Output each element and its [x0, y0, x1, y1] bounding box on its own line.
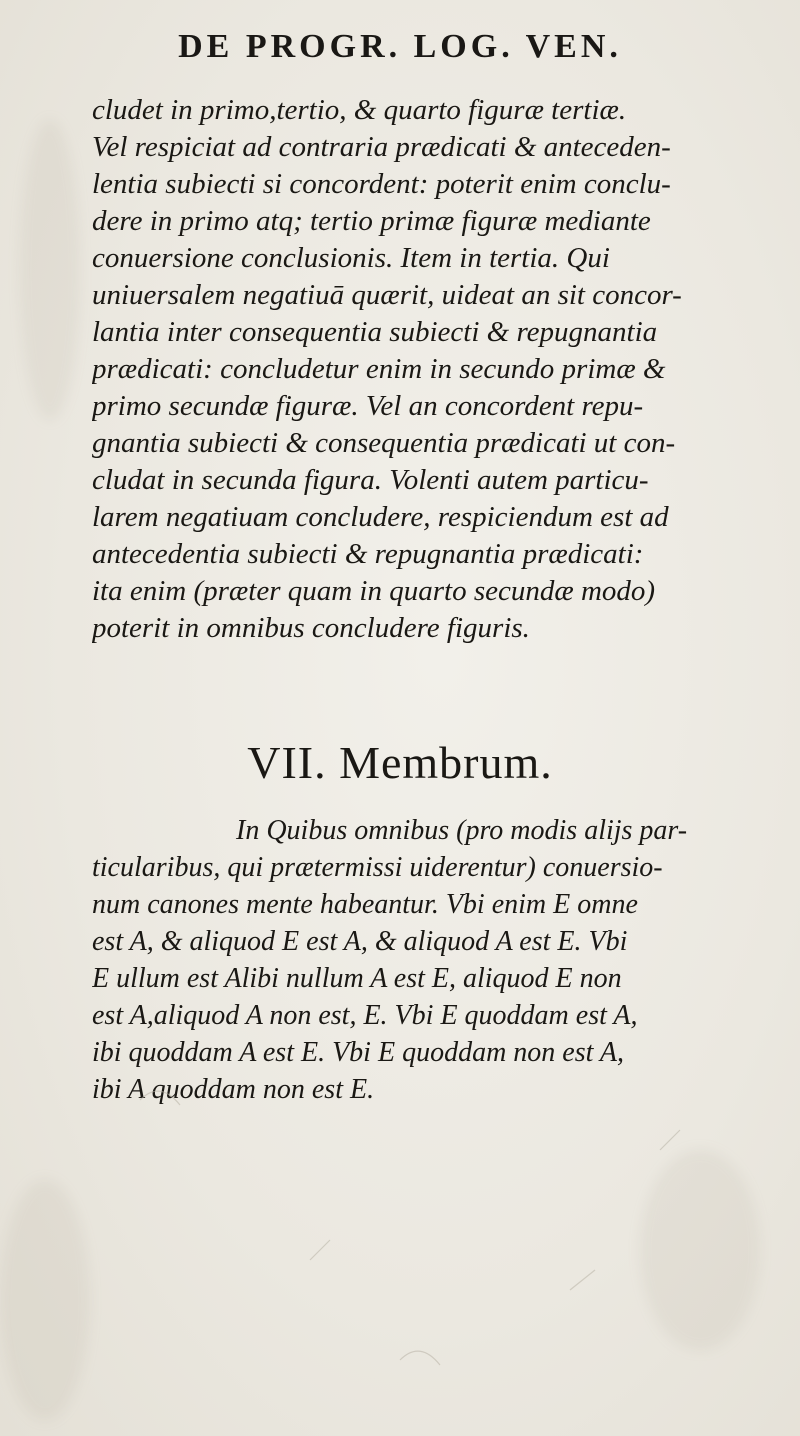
text-line: primo secundæ figuræ. Vel an concordent repu- — [92, 390, 644, 422]
text-line: poterit in omnibus concludere figuris. — [92, 612, 530, 644]
text-line: est A,aliquod A non est, E. Vbi E quoddam est A, — [92, 1000, 638, 1031]
text-line: ita enim (præter quam in quarto secundæ modo) — [92, 575, 656, 607]
page-stain — [20, 120, 80, 420]
text-line: antecedentia subiecti & repugnantia prædicati: — [92, 538, 644, 570]
section-heading: VII. Membrum. — [247, 737, 553, 788]
text-line: cludet in primo,tertio, & quarto figuræ tertiæ. — [92, 94, 627, 126]
text-line: prædicati: concludetur enim in secundo primæ & — [92, 353, 666, 385]
text-line: lantia inter consequentia subiecti & repugnantia — [92, 316, 658, 348]
text-line: conuersione conclusionis. Item in tertia. Qui — [92, 242, 610, 274]
text-line: ibi quoddam A est E. Vbi E quoddam non est A, — [92, 1037, 624, 1068]
running-header: DE PROGR. LOG. VEN. — [178, 28, 622, 65]
text-line: In Quibus omnibus (pro modis alijs par- — [236, 815, 688, 846]
text-line: Vel respiciat ad contraria prædicati & anteceden- — [92, 131, 671, 163]
text-line: est A, & aliquod E est A, & aliquod A est E. Vbi — [92, 926, 628, 957]
text-line: gnantia subiecti & consequentia prædicati ut con- — [92, 427, 676, 459]
text-line: larem negatiuam concludere, respiciendum est ad — [92, 501, 669, 533]
text-line: dere in primo atq; tertio primæ figuræ mediante — [92, 205, 651, 237]
paragraph-1 — [92, 92, 792, 647]
text-line: ticularibus, qui prætermissi uiderentur) conuersio- — [92, 852, 663, 883]
text-line: num canones mente habeantur. Vbi enim E omne — [92, 889, 638, 920]
text-line: ibi A quoddam non est E. — [92, 1074, 375, 1105]
text-line: cludat in secunda figura. Volenti autem particu- — [92, 464, 649, 496]
page-stain — [0, 1180, 90, 1420]
text-line: E ullum est Alibi nullum A est E, aliquod E non — [92, 963, 622, 994]
text-line: uniuersalem negatiuā quærit, uideat an sit concor- — [92, 279, 682, 311]
text-line: lentia subiecti si concordent: poterit enim conclu- — [92, 168, 671, 200]
show-through-marks — [100, 1060, 760, 1420]
